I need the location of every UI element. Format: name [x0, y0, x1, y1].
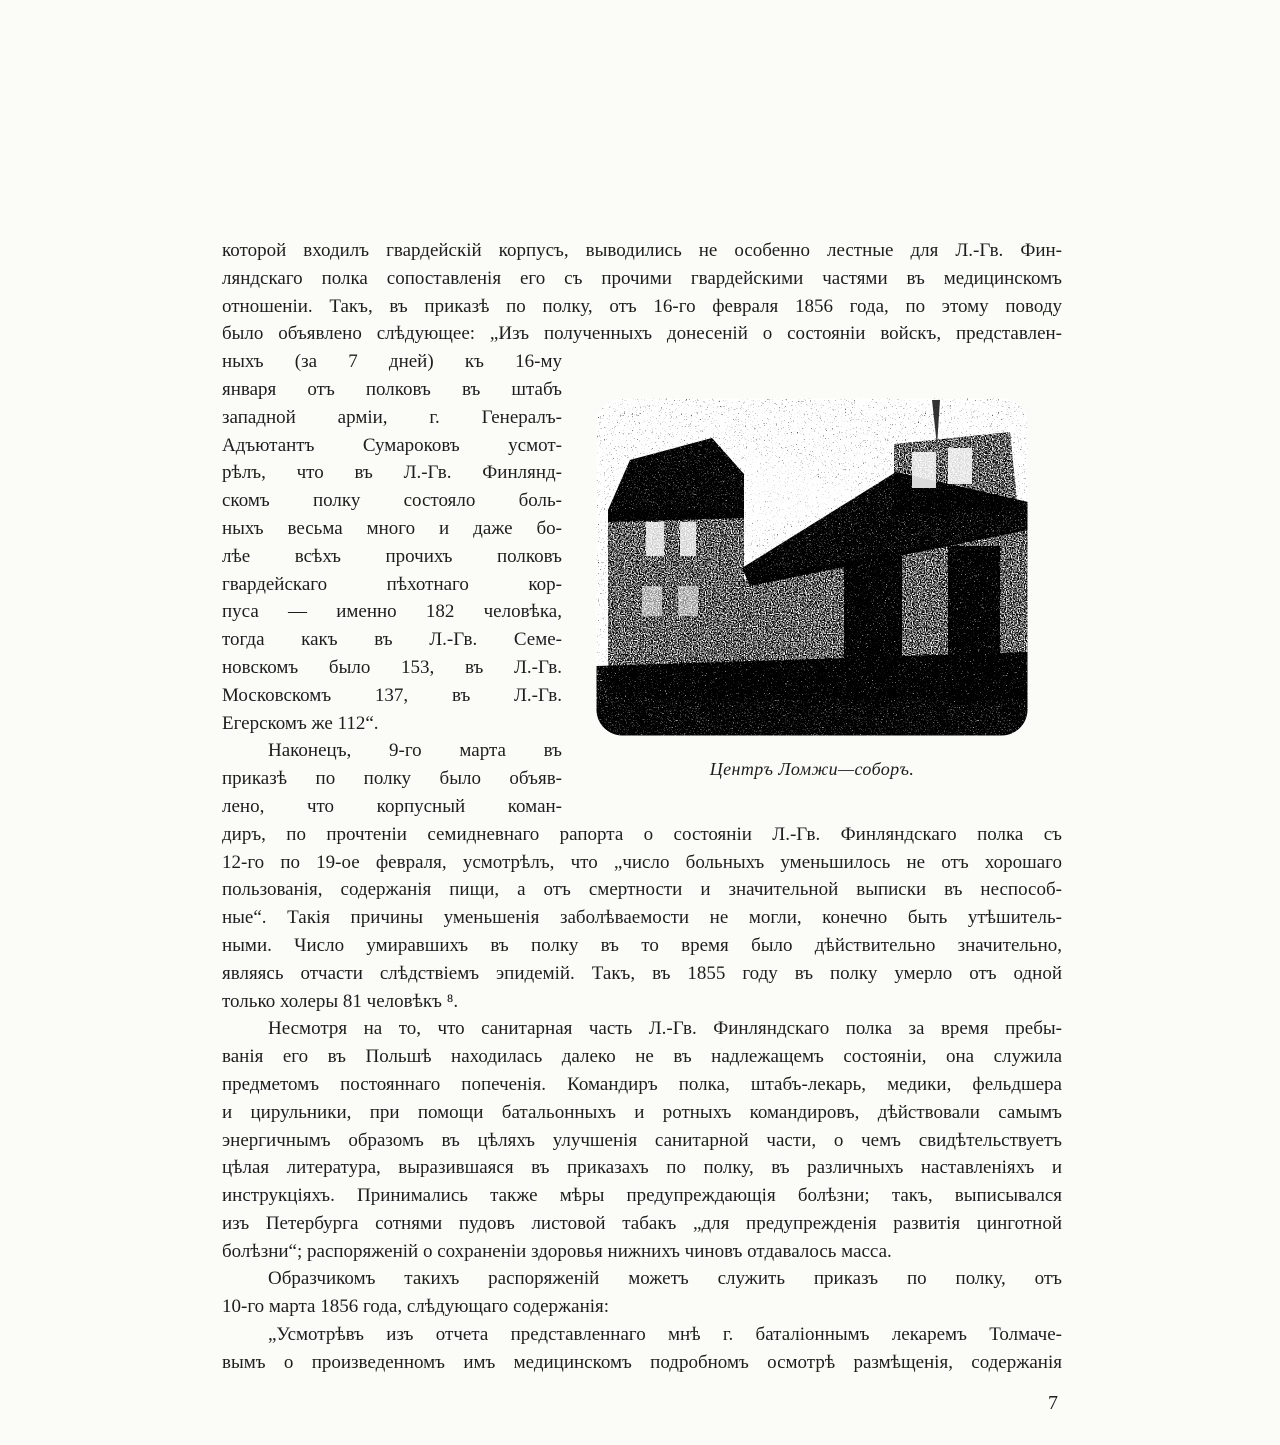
paragraph-usmotrev-quote	[222, 1321, 1062, 1377]
text-line: ные“. Такія причины уменьшенія заболѣваемости не могли, конечно быть утѣшитель-	[222, 907, 1062, 929]
text-line: только холеры 81 человѣкъ ⁸.	[222, 990, 459, 1012]
text-line: Егерскомъ же 112“.	[222, 712, 379, 734]
text-line: болѣзни“; распоряженій о сохраненіи здоровья нижнихъ чиновъ отдавалось масса.	[222, 1240, 892, 1262]
figure-caption: Центръ Ломжи—соборъ.	[709, 759, 915, 780]
figure-lomza-cathedral	[562, 348, 1062, 818]
text-line: тогда какъ въ Л.-Гв. Семе-	[222, 629, 562, 651]
text-line: энергичнымъ образомъ въ цѣляхъ улучшенія санитарной части, о чемъ свидѣтельствуетъ	[222, 1129, 1062, 1151]
text-column	[222, 237, 1062, 1377]
text-line: и цирульники, при помощи батальонныхъ и ротныхъ командировъ, дѣйствовали самымъ	[222, 1101, 1062, 1123]
text-line: Несмотря на то, что санитарная часть Л.-Гв. Финляндскаго полка за время пребы-	[268, 1018, 1062, 1040]
text-line: ными. Число умиравшихъ въ полку въ то время было дѣйствительно значительно,	[222, 934, 1062, 956]
text-line: западной арміи, г. Генералъ-	[222, 406, 562, 428]
text-line: новскомъ было 153, въ Л.-Гв.	[222, 656, 562, 678]
text-line: рѣлъ, что въ Л.-Гв. Финлянд-	[222, 462, 562, 484]
text-line: пуса — именно 182 человѣка,	[222, 601, 562, 623]
text-line: „Усмотрѣвъ изъ отчета представленнаго мнѣ г. баталіоннымъ лекаремъ Толмаче-	[268, 1324, 1062, 1346]
text-line: лено, что корпусный коман-	[222, 795, 562, 817]
text-line: вымъ о произведенномъ имъ медицинскомъ подробномъ осмотрѣ размѣщенія, содержанія	[222, 1351, 1062, 1373]
text-line: инструкціяхъ. Принимались также мѣры предупреждающія болѣзни; такъ, выписывался	[222, 1185, 1062, 1207]
text-line: ляндскаго полка сопоставленія его съ прочими гвардейскими частями въ медицинскомъ	[222, 267, 1062, 289]
page-number: 7	[1048, 1392, 1058, 1414]
text-line: 12-го по 19-ое февраля, усмотрѣлъ, что „число больныхъ уменьшилось не отъ хорошаго	[222, 851, 1062, 873]
text-line: гвардейскаго пѣхотнаго кор-	[222, 573, 562, 595]
text-line: являясь отчасти слѣдствіемъ эпидемій. Такъ, въ 1855 году въ полку умерло отъ одной	[222, 962, 1062, 984]
text-line: приказѣ по полку было объяв-	[222, 768, 562, 790]
text-line: Образчикомъ такихъ распоряженій можетъ служить приказъ по полку, отъ	[268, 1268, 1062, 1290]
text-line: было объявлено слѣдующее: „Изъ полученныхъ донесеній о состояніи войскъ, представлен-	[222, 323, 1062, 345]
text-line: ныхъ (за 7 дней) къ 16-му	[222, 351, 562, 373]
text-line: которой входилъ гвардейскій корпусъ, выводились не особенно лестные для Л.-Гв. Фин-	[222, 240, 1062, 261]
paragraph-obrazchikom	[222, 1265, 1062, 1321]
paragraph-nesmotrya	[222, 1015, 1062, 1265]
text-line: отношеніи. Такъ, въ приказѣ по полку, отъ 16-го февраля 1856 года, по этому поводу	[222, 295, 1062, 317]
paragraph-intro-continuation	[222, 237, 1062, 348]
text-line: ванія его въ Польшѣ находилась далеко не въ надлежащемъ состояніи, она служила	[222, 1046, 1062, 1068]
text-line: пользованія, содержанія пищи, а отъ смертности и значительной выписки въ неспособ-	[222, 879, 1062, 901]
text-line: изъ Петербурга сотнями пудовъ листовой табакъ „для предупрежденія развитія цинготной	[222, 1212, 1062, 1234]
text-line: цѣлая литература, выразившаяся въ приказахъ по полку, въ различныхъ наставленіяхъ и	[222, 1157, 1062, 1179]
text-line: предметомъ постояннаго попеченія. Командиръ полка, штабъ-лекарь, медики, фельдшера	[222, 1073, 1062, 1095]
engraving-image	[596, 398, 1028, 736]
text-line: скомъ полку состояло боль-	[222, 490, 562, 512]
text-line: диръ, по прочтеніи семидневнаго рапорта о состояніи Л.-Гв. Финляндскаго полка съ	[222, 823, 1062, 845]
text-line: лѣе всѣхъ прочихъ полковъ	[222, 545, 562, 567]
text-line: января отъ полковъ въ штабъ	[222, 378, 562, 400]
text-line: 10-го марта 1856 года, слѣдующаго содержанія:	[222, 1296, 610, 1318]
text-line: Наконецъ, 9-го марта въ	[268, 740, 562, 762]
text-line: Адъютантъ Сумароковъ усмот-	[222, 434, 562, 456]
text-line: Московскомъ 137, въ Л.-Гв.	[222, 684, 562, 706]
text-line: ныхъ весьма много и даже бо-	[222, 517, 562, 539]
